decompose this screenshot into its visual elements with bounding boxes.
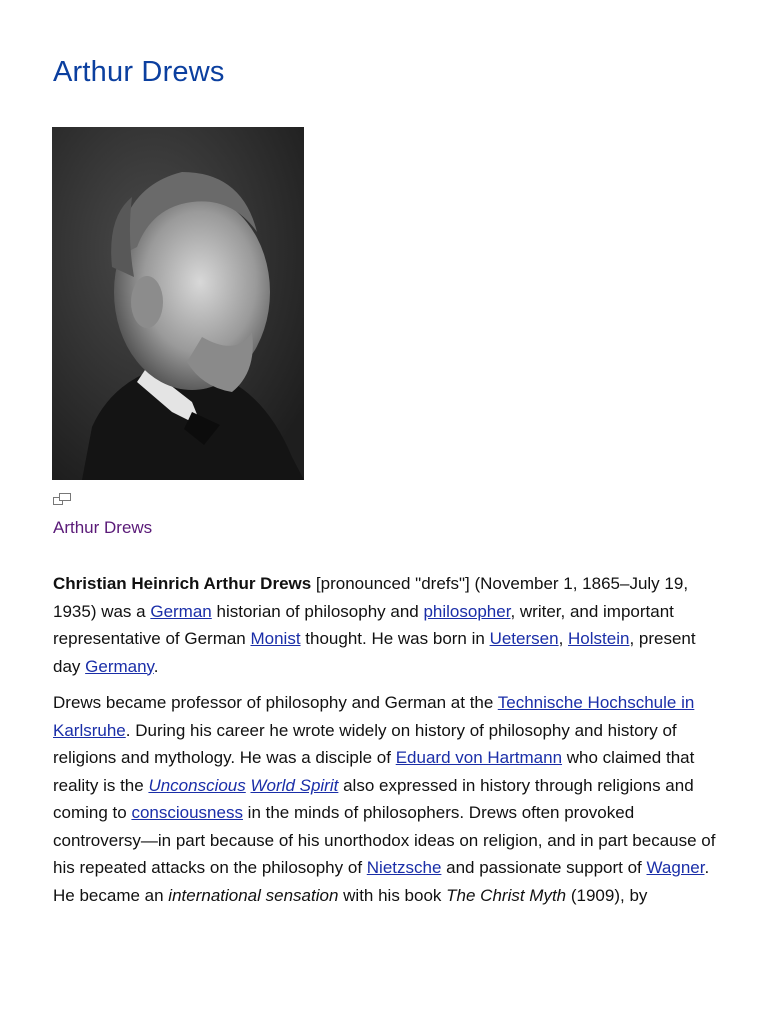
text-span: (1909), by (566, 885, 648, 905)
text-span: , (558, 629, 569, 648)
link-unconscious[interactable]: Unconscious (148, 775, 246, 795)
link-consciousness[interactable]: consciousness (131, 803, 243, 822)
paragraph-christ-myth (53, 882, 718, 910)
portrait-image[interactable] (52, 127, 304, 480)
link-german[interactable]: German (150, 601, 212, 621)
text-span: , present day (53, 629, 696, 676)
link-wagner[interactable]: Wagner (646, 858, 705, 877)
subject-full-name: Christian Heinrich Arthur Drews (53, 574, 312, 593)
text-span: . (153, 656, 159, 676)
paragraph-career (53, 689, 718, 882)
portrait-illustration (52, 127, 304, 480)
link-uetersen[interactable]: Uetersen (489, 629, 559, 648)
text-span: . During his career he wrote widely on history of philosophy and history of religions and mythology. He was a disciple of (53, 720, 677, 767)
link-technische-hochschule[interactable]: Technische Hochschule in Karlsruhe (53, 693, 695, 740)
paragraph-intro (53, 570, 718, 680)
emphasis-text: international sensation (168, 885, 339, 905)
text-span: He became an (53, 885, 169, 905)
page-title: Arthur Drews (53, 56, 225, 88)
book-title: The Christ Myth (446, 885, 567, 905)
image-caption: Arthur Drews (53, 518, 153, 537)
text-span: Drews became professor of philosophy and German at the (53, 693, 498, 712)
text-span: who claimed that reality is the (53, 748, 695, 795)
text-span: in the minds of philosophers. Drews often provoked controversy—in part because of his unorthodox ideas on religion, and in part because of his repeated attacks on the philosophy of (53, 803, 716, 877)
text-span: [pronounced "drefs"] (November 1, 1865–July 19, 1935) was a (53, 574, 689, 621)
magnify-clip-icon[interactable] (53, 493, 71, 505)
text-span: also expressed in history through religions and coming to (53, 775, 694, 822)
link-eduard-von-hartmann[interactable]: Eduard von Hartmann (395, 748, 563, 767)
link-monist[interactable]: Monist (250, 629, 301, 648)
text-span: . (704, 858, 710, 877)
link-philosopher[interactable]: philosopher (423, 601, 511, 621)
text-span: , writer, and important representative of German (53, 601, 674, 648)
text-span: historian of philosophy and (211, 601, 424, 621)
link-holstein[interactable]: Holstein (568, 629, 630, 648)
link-nietzsche[interactable]: Nietzsche (366, 858, 442, 877)
text-span: with his book (338, 885, 447, 905)
article-body (53, 570, 718, 909)
link-world-spirit[interactable]: World Spirit (250, 775, 339, 795)
text-span: and passionate support of (441, 858, 647, 877)
link-germany[interactable]: Germany (85, 656, 154, 676)
text-span: thought. He was born in (300, 629, 490, 648)
